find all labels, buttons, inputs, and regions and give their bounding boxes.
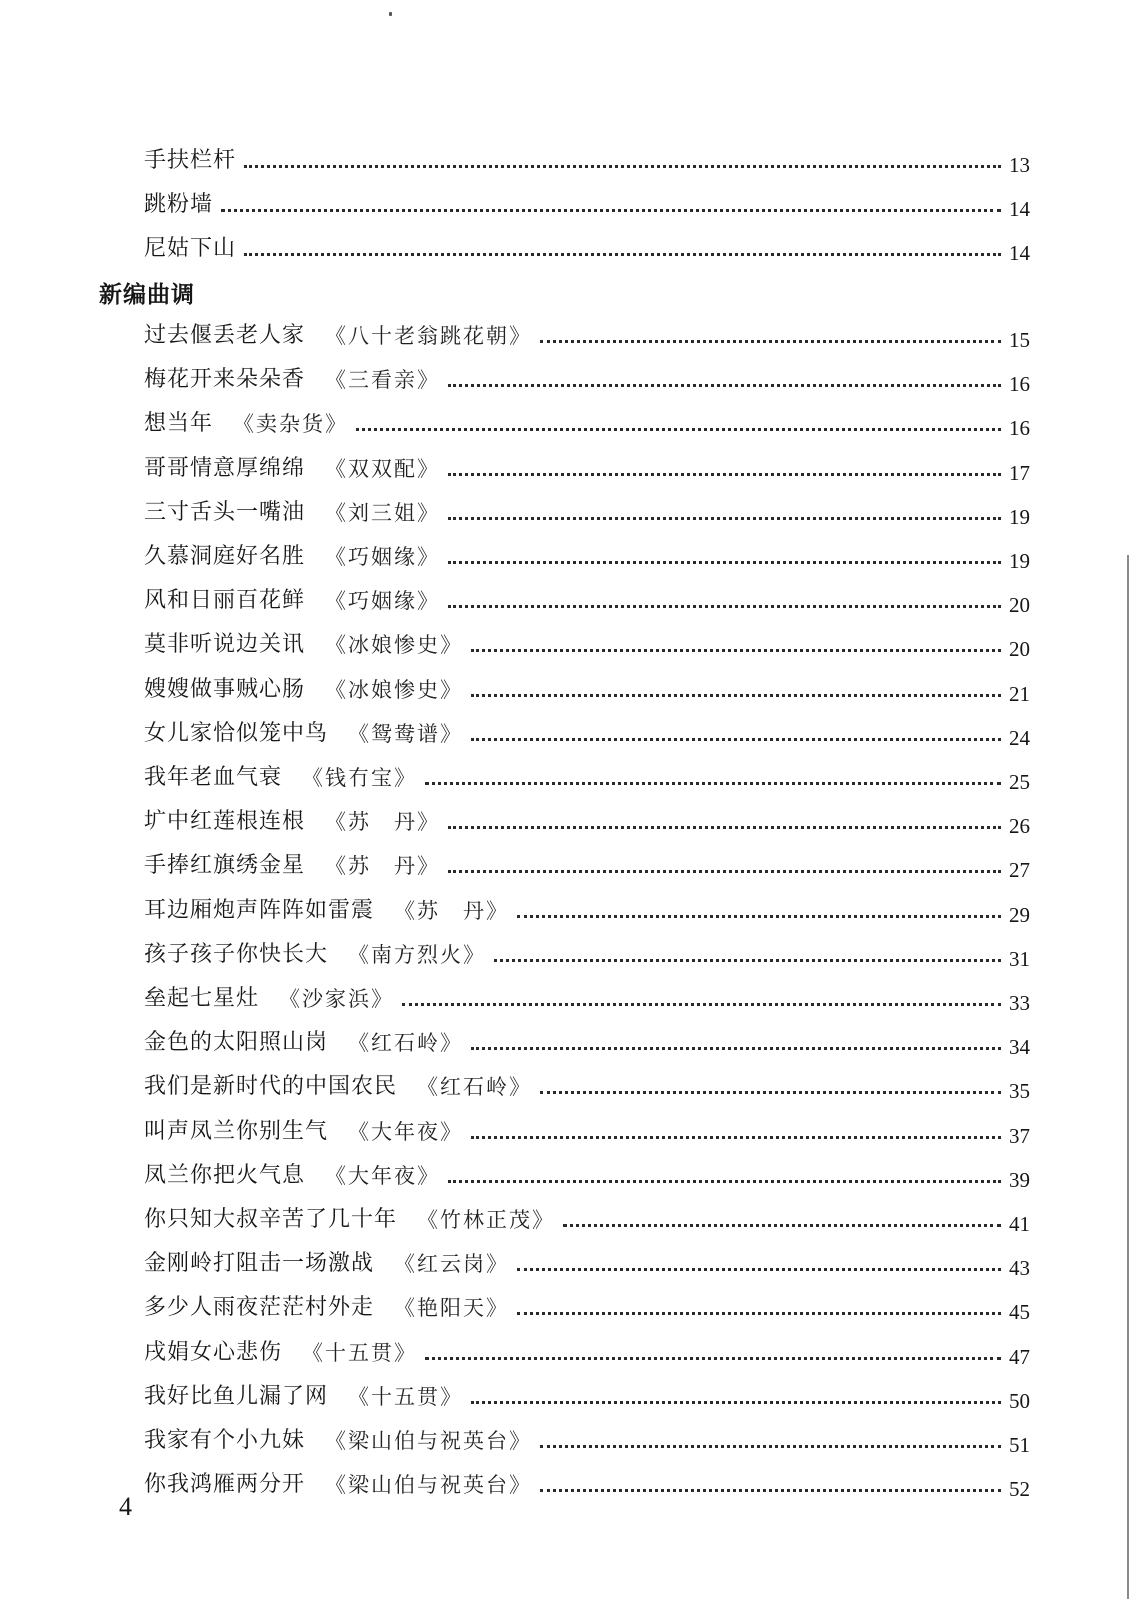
entry-title: 手扶栏杆 (144, 148, 237, 173)
entry-source: 《冰娘惨史》 (325, 633, 464, 657)
toc-entry (144, 935, 1030, 969)
entry-page-number: 43 (1009, 1256, 1030, 1280)
entry-title: 嫂嫂做事贼心肠 (144, 677, 306, 702)
entry-page-number: 47 (1009, 1345, 1030, 1369)
entry-title: 哥哥情意厚绵绵 (144, 456, 306, 481)
dot-leader (425, 1357, 1001, 1360)
dot-leader (402, 1003, 1001, 1006)
dot-leader (471, 694, 1001, 697)
entry-title: 你我鸿雁两分开 (144, 1472, 306, 1497)
dot-leader (540, 340, 1001, 343)
entry-page-number: 41 (1009, 1212, 1030, 1236)
entry-title: 多少人雨夜茫茫村外走 (144, 1295, 375, 1320)
entry-title: 过去偃丢老人家 (144, 323, 306, 348)
dot-leader (221, 209, 1001, 212)
entry-page-number: 14 (1009, 241, 1030, 265)
entry-title: 女儿家恰似笼中鸟 (144, 721, 329, 746)
entry-source: 《南方烈火》 (348, 943, 487, 967)
toc-entry (144, 316, 1030, 350)
entry-title: 圹中红莲根连根 (144, 809, 306, 834)
dot-leader (448, 870, 1001, 873)
entry-title: 尼姑下山 (144, 236, 237, 261)
entry-page-number: 20 (1009, 593, 1030, 617)
toc-entry (144, 1023, 1030, 1057)
toc-entry (144, 581, 1030, 615)
entry-page-number: 39 (1009, 1168, 1030, 1192)
dot-leader (540, 1445, 1001, 1448)
dot-leader (448, 473, 1001, 476)
toc-entry (144, 1288, 1030, 1322)
entry-source: 《艳阳天》 (394, 1296, 510, 1320)
dot-leader (471, 1401, 1001, 1404)
toc-entry (144, 846, 1030, 880)
toc-entry (144, 670, 1030, 704)
entry-title: 手捧红旗绣金星 (144, 853, 306, 878)
toc-entry (144, 141, 1030, 175)
dot-leader (517, 1312, 1001, 1315)
dot-leader (244, 165, 1001, 168)
dot-leader (244, 253, 1001, 256)
dot-leader (471, 738, 1001, 741)
entry-page-number: 34 (1009, 1035, 1030, 1059)
entry-source: 《沙家浜》 (279, 987, 395, 1011)
toc-entry (144, 1465, 1030, 1499)
entry-page-number: 19 (1009, 505, 1030, 529)
entry-source: 《大年夜》 (325, 1164, 441, 1188)
entry-page-number: 25 (1009, 770, 1030, 794)
entry-title: 垒起七星灶 (144, 986, 260, 1011)
toc-entry (144, 1377, 1030, 1411)
toc-entry (144, 1200, 1030, 1234)
entry-title: 孩子孩子你快长大 (144, 942, 329, 967)
dot-leader (540, 1091, 1001, 1094)
page-number: 4 (119, 1492, 132, 1521)
dot-leader (517, 915, 1001, 918)
entry-source: 《红石岭》 (348, 1031, 464, 1055)
entry-page-number: 16 (1009, 372, 1030, 396)
entry-source: 《卖杂货》 (233, 412, 349, 436)
toc-entry (144, 625, 1030, 659)
entry-source: 《苏 丹》 (325, 810, 441, 834)
dot-leader (563, 1224, 1001, 1227)
dot-leader (448, 384, 1001, 387)
entry-page-number: 50 (1009, 1389, 1030, 1413)
toc-entry (144, 1333, 1030, 1367)
entry-source: 《红石岭》 (417, 1075, 533, 1099)
toc-entry (144, 1244, 1030, 1278)
entry-page-number: 15 (1009, 328, 1030, 352)
dot-leader (517, 1268, 1001, 1271)
dot-leader (448, 561, 1001, 564)
dot-leader (471, 649, 1001, 652)
dot-leader (448, 605, 1001, 608)
entry-source: 《苏 丹》 (325, 854, 441, 878)
entry-title: 叫声凤兰你别生气 (144, 1119, 329, 1144)
entry-page-number: 26 (1009, 814, 1030, 838)
toc-entry (144, 802, 1030, 836)
entry-source: 《梁山伯与祝英台》 (325, 1429, 533, 1453)
dot-leader (356, 428, 1001, 431)
entry-source: 《巧姻缘》 (325, 589, 441, 613)
toc-entry (144, 714, 1030, 748)
entry-title: 戌娟女心悲伤 (144, 1340, 283, 1365)
toc-entry (144, 1156, 1030, 1190)
entry-source: 《三看亲》 (325, 368, 441, 392)
dot-leader (471, 1047, 1001, 1050)
entry-page-number: 31 (1009, 947, 1030, 971)
entry-title: 莫非听说边关讯 (144, 632, 306, 657)
entry-title: 耳边厢炮声阵阵如雷震 (144, 898, 375, 923)
entry-source: 《刘三姐》 (325, 501, 441, 525)
entry-title: 风和日丽百花鲜 (144, 588, 306, 613)
entry-source: 《竹林正茂》 (417, 1208, 556, 1232)
entry-page-number: 37 (1009, 1124, 1030, 1148)
dot-leader (425, 782, 1001, 785)
toc-entry (144, 185, 1030, 219)
dot-leader (494, 959, 1001, 962)
entry-page-number: 35 (1009, 1079, 1030, 1103)
toc-entry (144, 229, 1030, 263)
entry-source: 《十五贯》 (302, 1341, 418, 1365)
toc-entry (144, 537, 1030, 571)
entry-source: 《钱冇宝》 (302, 766, 418, 790)
entry-source: 《苏 丹》 (394, 899, 510, 923)
entry-title: 你只知大叔辛苦了几十年 (144, 1207, 398, 1232)
entry-source: 《巧姻缘》 (325, 545, 441, 569)
scan-speck (389, 12, 392, 16)
entry-page-number: 33 (1009, 991, 1030, 1015)
toc-entry (144, 979, 1030, 1013)
toc-entry (144, 1421, 1030, 1455)
entry-page-number: 13 (1009, 153, 1030, 177)
toc-entry (144, 360, 1030, 394)
dot-leader (540, 1489, 1001, 1492)
entry-page-number: 52 (1009, 1477, 1030, 1501)
entry-title: 跳粉墙 (144, 192, 214, 217)
entry-page-number: 21 (1009, 682, 1030, 706)
dot-leader (448, 826, 1001, 829)
entry-title: 我好比鱼儿漏了网 (144, 1384, 329, 1409)
dot-leader (471, 1136, 1001, 1139)
entry-source: 《大年夜》 (348, 1120, 464, 1144)
entry-source: 《鸳鸯谱》 (348, 722, 464, 746)
entry-page-number: 27 (1009, 858, 1030, 882)
entry-page-number: 45 (1009, 1300, 1030, 1324)
toc-entry (144, 1067, 1030, 1101)
entry-source: 《梁山伯与祝英台》 (325, 1473, 533, 1497)
toc-entry (144, 449, 1030, 483)
entry-page-number: 19 (1009, 549, 1030, 573)
entry-title: 我家有个小九妹 (144, 1428, 306, 1453)
entry-source: 《冰娘惨史》 (325, 678, 464, 702)
entry-title: 梅花开来朵朵香 (144, 367, 306, 392)
entry-title: 我们是新时代的中国农民 (144, 1074, 398, 1099)
entry-page-number: 51 (1009, 1433, 1030, 1457)
entry-title: 金色的太阳照山岗 (144, 1030, 329, 1055)
dot-leader (448, 1180, 1001, 1183)
entry-page-number: 17 (1009, 461, 1030, 485)
entry-page-number: 16 (1009, 416, 1030, 440)
entry-page-number: 29 (1009, 903, 1030, 927)
entry-page-number: 24 (1009, 726, 1030, 750)
entry-source: 《十五贯》 (348, 1385, 464, 1409)
toc-entry (144, 493, 1030, 527)
entry-title: 金刚岭打阻击一场激战 (144, 1251, 375, 1276)
page-edge-line (1127, 555, 1129, 1599)
entry-title: 三寸舌头一嘴油 (144, 500, 306, 525)
toc-entry (144, 891, 1030, 925)
entry-page-number: 20 (1009, 637, 1030, 661)
entry-source: 《八十老翁跳花朝》 (325, 324, 533, 348)
entry-title: 我年老血气衰 (144, 765, 283, 790)
entry-source: 《双双配》 (325, 457, 441, 481)
toc-entry (144, 404, 1030, 438)
entry-page-number: 14 (1009, 197, 1030, 221)
dot-leader (448, 517, 1001, 520)
entry-title: 想当年 (144, 411, 214, 436)
entry-title: 凤兰你把火气息 (144, 1163, 306, 1188)
entry-title: 久慕洞庭好名胜 (144, 544, 306, 569)
toc-entry (144, 758, 1030, 792)
entry-source: 《红云岗》 (394, 1252, 510, 1276)
section-heading: 新编曲调 (99, 282, 195, 308)
toc-entry (144, 1112, 1030, 1146)
